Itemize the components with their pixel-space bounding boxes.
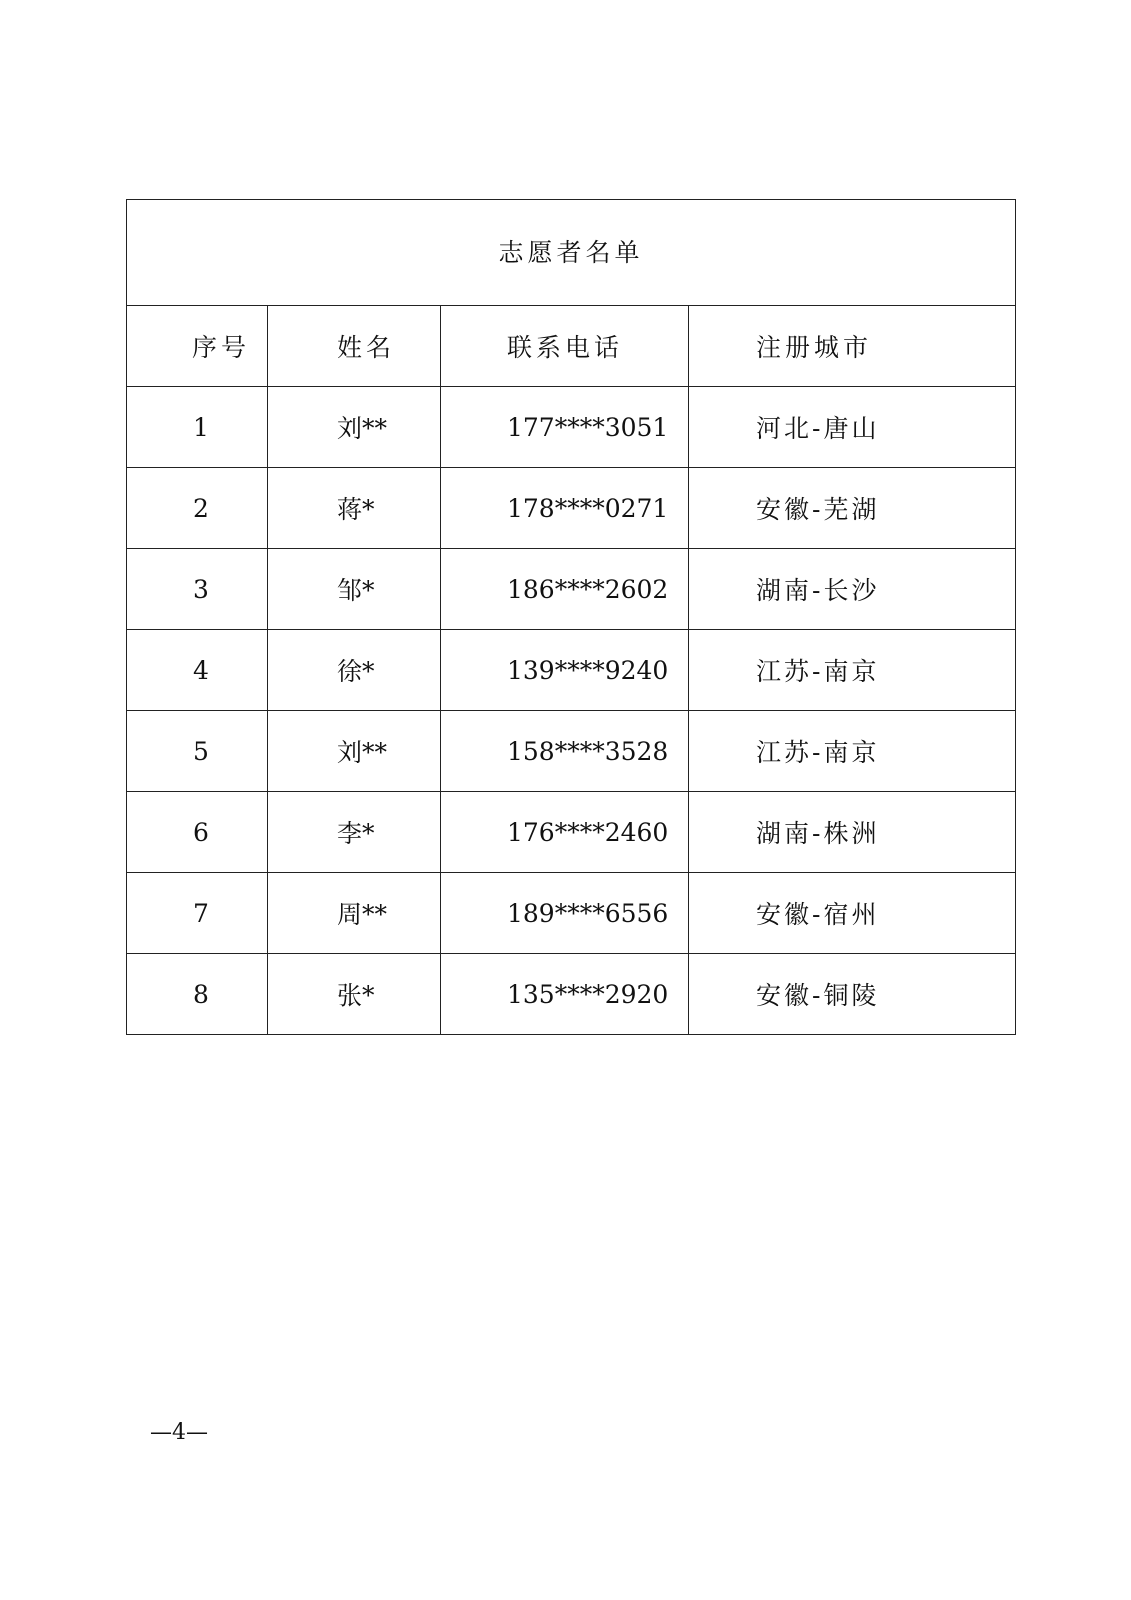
cell-index: 7 <box>127 873 268 954</box>
table-row <box>127 954 1016 1035</box>
header-city: 注册城市 <box>689 306 1016 387</box>
cell-phone: 186****2602 <box>441 549 689 630</box>
table-row <box>127 873 1016 954</box>
cell-index: 3 <box>127 549 268 630</box>
table-row <box>127 792 1016 873</box>
cell-index: 4 <box>127 630 268 711</box>
table-row <box>127 468 1016 549</box>
cell-name: 张* <box>268 954 441 1035</box>
cell-city: 江苏-南京 <box>689 630 1016 711</box>
cell-phone: 177****3051 <box>441 387 689 468</box>
cell-phone: 139****9240 <box>441 630 689 711</box>
header-name: 姓名 <box>268 306 441 387</box>
cell-phone: 176****2460 <box>441 792 689 873</box>
table-row <box>127 387 1016 468</box>
table-title-row <box>127 200 1016 306</box>
header-phone: 联系电话 <box>441 306 689 387</box>
cell-name: 徐* <box>268 630 441 711</box>
table-header-row <box>127 306 1016 387</box>
table-row <box>127 711 1016 792</box>
page-number: —4— <box>150 1420 208 1445</box>
cell-phone: 135****2920 <box>441 954 689 1035</box>
cell-name: 邹* <box>268 549 441 630</box>
cell-name: 周** <box>268 873 441 954</box>
cell-phone: 178****0271 <box>441 468 689 549</box>
cell-index: 8 <box>127 954 268 1035</box>
volunteer-table <box>126 199 1016 1035</box>
cell-index: 2 <box>127 468 268 549</box>
table-row <box>127 549 1016 630</box>
cell-phone: 189****6556 <box>441 873 689 954</box>
cell-city: 安徽-芜湖 <box>689 468 1016 549</box>
cell-name: 刘** <box>268 387 441 468</box>
header-index: 序号 <box>127 306 268 387</box>
cell-city: 河北-唐山 <box>689 387 1016 468</box>
cell-name: 刘** <box>268 711 441 792</box>
cell-index: 5 <box>127 711 268 792</box>
cell-city: 安徽-宿州 <box>689 873 1016 954</box>
cell-city: 湖南-株洲 <box>689 792 1016 873</box>
cell-phone: 158****3528 <box>441 711 689 792</box>
table-title-cell <box>127 200 1016 306</box>
table-row <box>127 630 1016 711</box>
table-title: 志愿者名单 <box>498 237 644 267</box>
cell-city: 湖南-长沙 <box>689 549 1016 630</box>
cell-name: 李* <box>268 792 441 873</box>
cell-name: 蒋* <box>268 468 441 549</box>
cell-index: 1 <box>127 387 268 468</box>
cell-city: 江苏-南京 <box>689 711 1016 792</box>
cell-index: 6 <box>127 792 268 873</box>
cell-city: 安徽-铜陵 <box>689 954 1016 1035</box>
